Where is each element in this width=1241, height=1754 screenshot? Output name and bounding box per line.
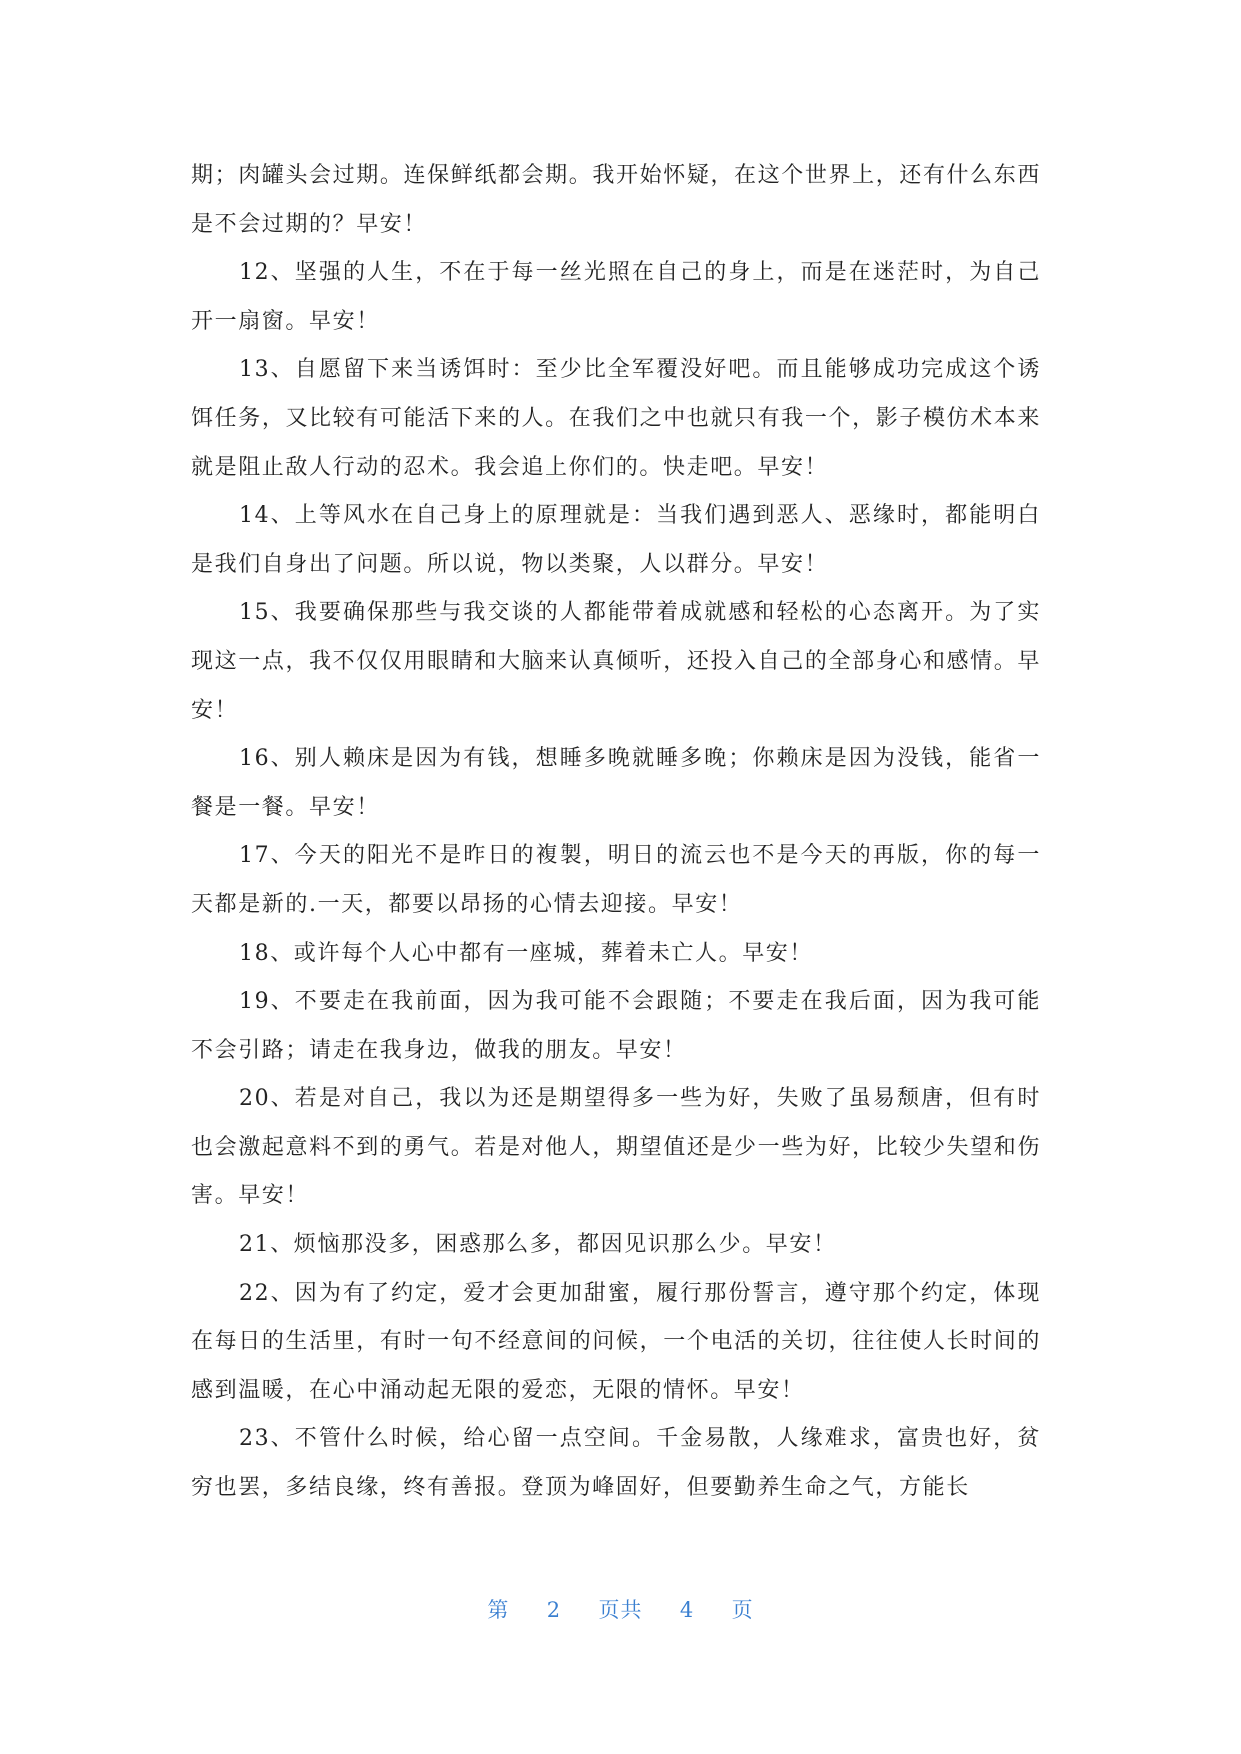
total-pages-number: 4 [679,1598,695,1622]
paragraph: 13、自愿留下来当诱饵时：至少比全军覆没好吧。而且能够成功完成这个诱饵任务，又比较有可能活下来的人。在我们之中也就只有我一个，影子模仿术本来就是阻止敌人行动的忍术。我会追上你们的。快走吧。早安！ [191,357,1041,480]
footer-prefix: 第 [487,1598,510,1622]
paragraph: 20、若是对自己，我以为还是期望得多一些为好，失败了虽易颓唐，但有时也会激起意料不到的勇气。若是对他人，期望值还是少一些为好，比较少失望和伤害。早安！ [191,1086,1041,1209]
paragraph: 16、别人赖床是因为有钱，想睡多晚就睡多晚；你赖床是因为没钱，能省一餐是一餐。早安！ [191,746,1041,820]
paragraph: 14、上等风水在自己身上的原理就是：当我们遇到恶人、恶缘时，都能明白是我们自身出了问题。所以说，物以类聚，人以群分。早安！ [191,503,1041,577]
current-page-number: 2 [546,1598,562,1622]
paragraph: 19、不要走在我前面，因为我可能不会跟随；不要走在我后面，因为我可能不会引路；请走在我身边，做我的朋友。早安！ [191,989,1041,1063]
paragraph: 17、今天的阳光不是昨日的複製，明日的流云也不是今天的再版，你的每一天都是新的.一天，都要以昂扬的心情去迎接。早安！ [191,843,1041,917]
paragraph: 12、坚强的人生，不在于每一丝光照在自己的身上，而是在迷茫时，为自己开一扇窗。早安！ [191,260,1041,334]
paragraph: 15、我要确保那些与我交谈的人都能带着成就感和轻松的心态离开。为了实现这一点，我不仅仅用眼睛和大脑来认真倾听，还投入自己的全部身心和感情。早安！ [191,600,1041,723]
paragraph: 22、因为有了约定，爱才会更加甜蜜，履行那份誓言，遵守那个约定，体现在每日的生活里，有时一句不经意间的问候，一个电活的关切，往往使人长时间的感到温暖，在心中涌动起无限的爱恋，无限的情怀。早安！ [191,1280,1041,1403]
paragraph: 18、或许每个人心中都有一座城，葬着未亡人。早安！ [239,940,813,966]
footer-suffix: 页 [731,1598,754,1622]
footer-middle: 页共 [598,1598,643,1622]
paragraph: 23、不管什么时候，给心留一点空间。千金易散，人缘难求，富贵也好，贫穷也罢，多结良缘，终有善报。登顶为峰固好，但要勤养生命之气，方能长 [191,1426,1041,1501]
paragraph: 期；肉罐头会过期。连保鲜纸都会期。我开始怀疑，在这个世界上，还有什么东西是不会过期的？早安！ [191,163,1041,237]
paragraph: 21、烦恼那没多，困惑那么多，都因见识那么少。早安！ [239,1232,837,1258]
page-number-footer [0,1594,1241,1624]
document-body [191,152,1041,1513]
